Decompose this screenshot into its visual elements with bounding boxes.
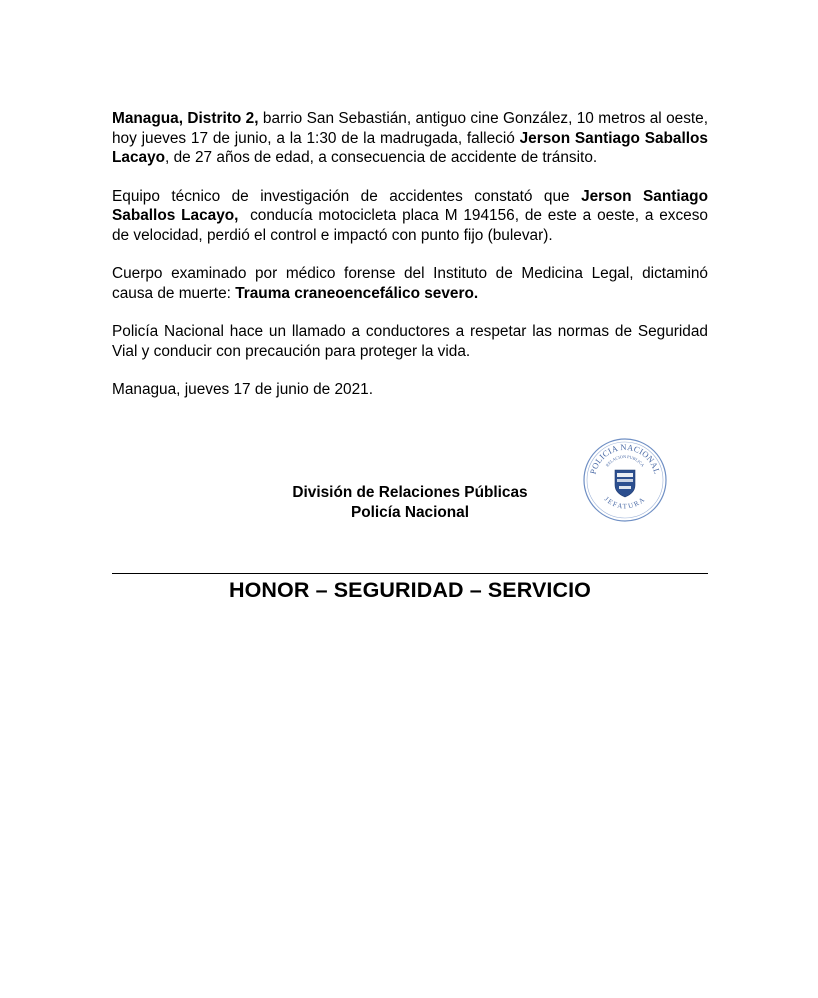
police-seal-stamp	[582, 437, 668, 523]
text-run: Managua, Distrito 2,	[112, 110, 259, 127]
date-line: Managua, jueves 17 de junio de 2021.	[112, 381, 373, 398]
signature-line-division: División de Relaciones Públicas	[292, 484, 528, 501]
text-run: Trauma craneoencefálico severo.	[235, 284, 479, 302]
seal-top-text: POLICIA NACIONAL	[588, 442, 662, 476]
footer-divider-line	[112, 573, 708, 574]
paragraph	[112, 322, 708, 361]
signature-block	[200, 483, 620, 522]
svg-text:RELACION PUBLICA	[605, 454, 646, 468]
seal-bottom-text: JEFATURA	[602, 495, 648, 511]
seal-inner-text: RELACION PUBLICA	[604, 453, 646, 468]
text-run: conducía motocicleta placa M 194156, de este a oeste, a exceso de velocidad, perdió el control e impactó con punto fijo (bulevar).	[112, 207, 713, 244]
text-run: , de 27 años de edad, a consecuencia de accidente de tránsito.	[165, 149, 598, 166]
document-body	[112, 109, 713, 400]
text-run: Cuerpo examinado por médico forense del Instituto de Medicina Legal, dictaminó causa de muerte:	[112, 265, 708, 302]
text-run: barrio San Sebastián, antiguo cine González, 10 metros al oeste, hoy jueves 17 de junio, a la 1:30 de la madrugada, falleció	[112, 110, 709, 147]
text-run: Jerson Santiago Saballos Lacayo,	[112, 187, 708, 224]
paragraph	[112, 264, 708, 303]
text-run: Policía Nacional hace un llamado a conductores a respetar las normas de Seguridad Vial y conducir con precaución para proteger la vida.	[112, 323, 708, 360]
police-shield-emblem	[615, 470, 635, 497]
paragraph	[112, 109, 708, 168]
paragraph	[112, 187, 713, 246]
text-run: Equipo técnico de investigación de accidentes constató que	[112, 187, 582, 205]
text-run: Jerson Santiago Saballos Lacayo	[112, 129, 708, 166]
footer-motto: HONOR – SEGURIDAD – SERVICIO	[228, 578, 591, 602]
signature-line-institution: Policía Nacional	[350, 503, 470, 521]
svg-text:JEFATURA	[603, 495, 648, 510]
